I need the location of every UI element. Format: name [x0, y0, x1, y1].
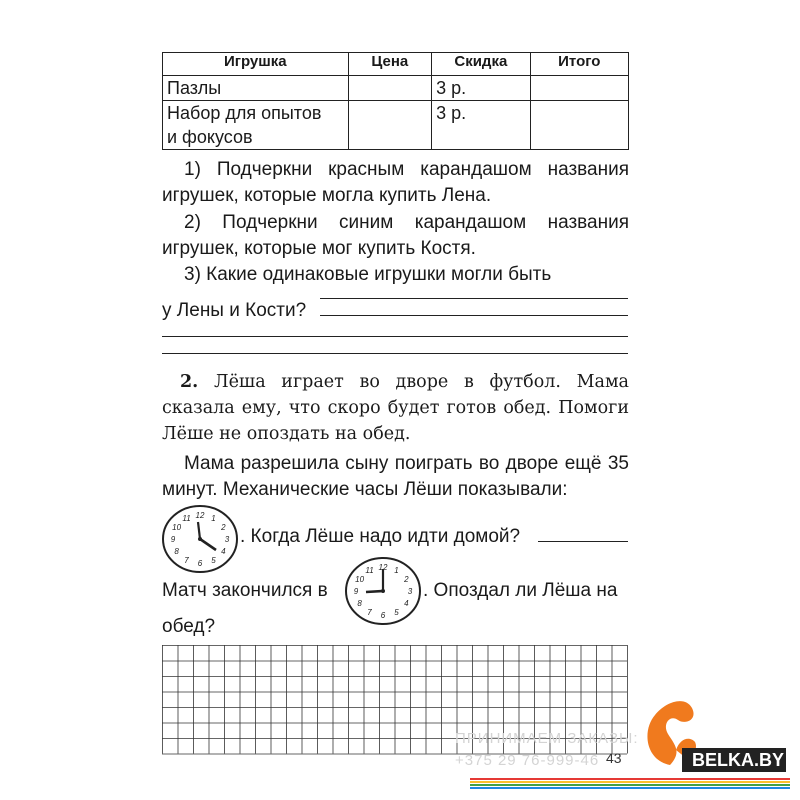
clock-numeral: 8: [357, 599, 362, 608]
clock-numeral: 7: [367, 607, 372, 617]
table-cell-discount: 3 р.: [432, 76, 531, 101]
clock-numeral: 4: [404, 599, 409, 608]
question-2-text: . Опоздал ли Лёша на: [423, 580, 618, 601]
logo-text: BELKA.BY: [682, 748, 786, 772]
clock-numeral: 8: [174, 547, 179, 556]
answer-line[interactable]: [162, 336, 628, 337]
problem-2-number: 2.: [180, 372, 199, 392]
stripe-blue: [470, 787, 790, 789]
task-3-text-line2: у Лены и Кости?: [162, 300, 307, 321]
clock-1: [160, 504, 240, 574]
task-3-text-line1: 3) Какие одинаковые игрушки могли быть: [184, 264, 552, 285]
clock-numeral: 9: [170, 535, 176, 544]
clock-numeral: 9: [353, 587, 359, 596]
question-2-end: обед?: [162, 616, 216, 637]
table-header-row: [163, 53, 629, 76]
clock-numeral: 6: [380, 611, 386, 620]
clock-2: [343, 556, 423, 626]
question-1-text: . Когда Лёше надо идти домой?: [240, 526, 521, 547]
clock-numeral: 4: [221, 547, 226, 556]
clock-1-hour-hand: [200, 539, 216, 550]
clock-numeral: 3: [224, 535, 230, 544]
table-header: Цена: [348, 53, 432, 76]
table-cell-toy: Набор для опытов и фокусов: [163, 101, 349, 150]
clock-numeral: 11: [182, 514, 191, 524]
clock-numeral: 10: [172, 523, 182, 532]
table-cell-price[interactable]: [348, 76, 432, 101]
table-header: Игрушка: [163, 53, 349, 76]
table-header: Итого: [530, 53, 628, 76]
task-2-text: 2) Подчеркни синим карандашом названия игрушек, которые мог купить Костя.: [162, 212, 629, 259]
clock-numeral: 7: [184, 555, 189, 565]
watermark-line-1: ПРИНИМАЕМ ЗАКАЗЫ:: [455, 730, 639, 747]
table-row: [163, 101, 629, 150]
table-cell-toy: Пазлы: [163, 76, 349, 101]
stripe-red: [470, 778, 790, 780]
problem-2-body: Мама разрешила сыну поиграть во дворе ещё 35 минут. Механические часы Лёши показывали:: [162, 453, 629, 500]
table-cell-total[interactable]: [530, 76, 628, 101]
task-1-text: 1) Подчеркни красным карандашом названия игрушек, которые могла купить Лена.: [162, 159, 629, 206]
stripe-yellow: [470, 781, 790, 783]
table-cell-total[interactable]: [530, 101, 628, 150]
problem-2-intro-text: Лёша играет во дворе в футбол. Мама сказала ему, что скоро будет готов обед. Помоги Лёше не опоздать на обед.: [162, 372, 629, 444]
clock-numeral: 2: [221, 523, 226, 532]
answer-line[interactable]: [538, 541, 628, 542]
problem-2-intro: [162, 369, 629, 447]
page-number: 43: [606, 750, 622, 766]
clock-numeral: 5: [394, 607, 399, 617]
watermark-line-2: +375 29 76-999-46: [455, 752, 600, 769]
stripe-green: [470, 784, 790, 786]
clock-numeral: 12: [378, 563, 388, 572]
answer-line[interactable]: [320, 298, 628, 299]
clock-numeral: 10: [355, 575, 365, 584]
table-row: [163, 76, 629, 101]
clock-numeral: 5: [211, 555, 216, 565]
clock-numeral: 3: [407, 587, 413, 596]
table-header: Скидка: [432, 53, 531, 76]
answer-line[interactable]: [320, 315, 628, 316]
clock-numeral: 12: [195, 511, 205, 520]
match-end-text: Матч закончился в: [162, 580, 328, 601]
clock-numeral: 2: [404, 575, 409, 584]
answer-line[interactable]: [162, 353, 628, 354]
clock-numeral: 1: [394, 566, 399, 576]
clock-numeral: 1: [211, 514, 216, 524]
clock-1-minute-hand: [198, 522, 200, 539]
table-cell-price[interactable]: [348, 101, 432, 150]
toys-table: [162, 52, 629, 150]
table-cell-discount: 3 р.: [432, 101, 531, 150]
clock-numeral: 6: [197, 559, 203, 568]
clock-numeral: 11: [365, 566, 374, 576]
clock-2-hour-hand: [366, 591, 383, 592]
